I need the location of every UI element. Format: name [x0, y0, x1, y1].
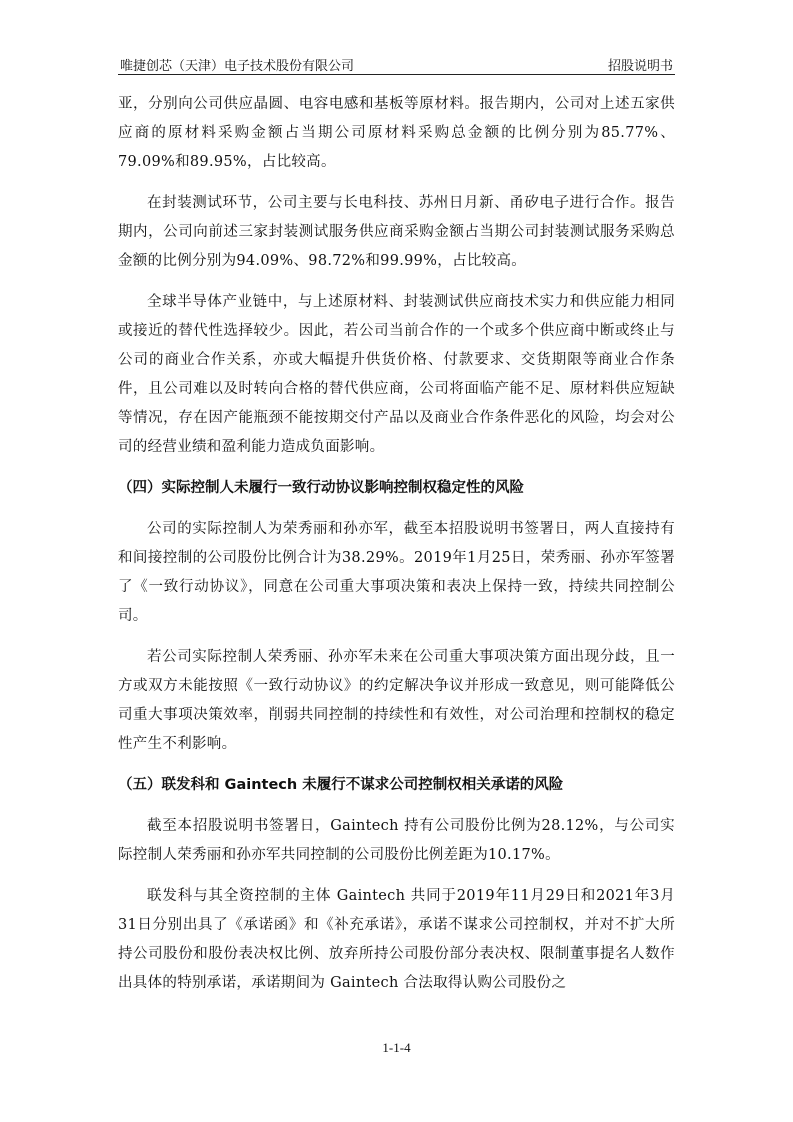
paragraph-supply-risk: 全球半导体产业链中，与上述原材料、封装测试供应商技术实力和供应能力相同或接近的替代性选择较少。因此，若公司当前合作的一个或多个供应商中断或终止与公司的商业合作关系，亦或大幅提升供货价格、付款要求、交货期限等商业合作条件，且公司难以及时转向合格的替代供应商，公司将面临产能不足、原材料供应短缺等情况，存在因产能瓶颈不能按期交付产品以及商业合作条件恶化的风险，均会对公司的经营业绩和盈利能力造成负面影响。 [118, 294, 675, 455]
section-heading-4: （四）实际控制人未履行一致行动协议影响控制权稳定性的风险 [118, 480, 524, 496]
page-body [118, 90, 675, 1010]
page-number: 1-1-4 [382, 1040, 411, 1055]
section-heading-5: （五）联发科和 Gaintech 未履行不谋求公司控制权相关承诺的风险 [118, 777, 564, 793]
paragraph-packaging-testing: 在封装测试环节，公司主要与长电科技、苏州日月新、甬矽电子进行合作。报告期内，公司向前述三家封装测试服务供应商采购金额占当期公司封装测试服务采购总金额的比例分别为94.09%、98.72%和99.99%，占比较高。 [118, 195, 675, 269]
paragraph-actual-controllers: 公司的实际控制人为荣秀丽和孙亦军，截至本招股说明书签署日，两人直接持有和间接控制的公司股份比例合计为38.29%。2019年1月25日，荣秀丽、孙亦军签署了《一致行动协议》，同意在公司重大事项决策和表决上保持一致，持续共同控制公司。 [118, 521, 675, 624]
paragraph-disagreement-risk: 若公司实际控制人荣秀丽、孙亦军未来在公司重大事项决策方面出现分歧，且一方或双方未能按照《一致行动协议》的约定解决争议并形成一致意见，则可能降低公司重大事项决策效率，削弱共同控制的持续性和有效性，对公司治理和控制权的稳定性产生不利影响。 [118, 649, 675, 752]
page-header [118, 52, 675, 75]
header-company-name: 唯捷创芯（天津）电子技术股份有限公司 [120, 59, 355, 74]
paragraph-supplier-materials: 亚，分别向公司供应晶圆、电容电感和基板等原材料。报告期内，公司对上述五家供应商的原材料采购金额占当期公司原材料采购总金额的比例分别为85.77%、79.09%和89.95%，占比较高。 [118, 96, 675, 170]
paragraph-gaintech-holding: 截至本招股说明书签署日，Gaintech 持有公司股份比例为28.12%，与公司实际控制人荣秀丽和孙亦军共同控制的公司股份比例差距为10.17%。 [118, 818, 675, 863]
header-document-type: 招股说明书 [607, 59, 673, 74]
paragraph-commitment-letter: 联发科与其全资控制的主体 Gaintech 共同于2019年11月29日和2021年3月31日分别出具了《承诺函》和《补充承诺》，承诺不谋求公司控制权，并对不扩大所持公司股份和股份表决权比例、放弃所持公司股份部分表决权、限制董事提名人数作出具体的特别承诺，承诺期间为 Gaintech 合法取得认购公司股份之 [118, 888, 675, 991]
